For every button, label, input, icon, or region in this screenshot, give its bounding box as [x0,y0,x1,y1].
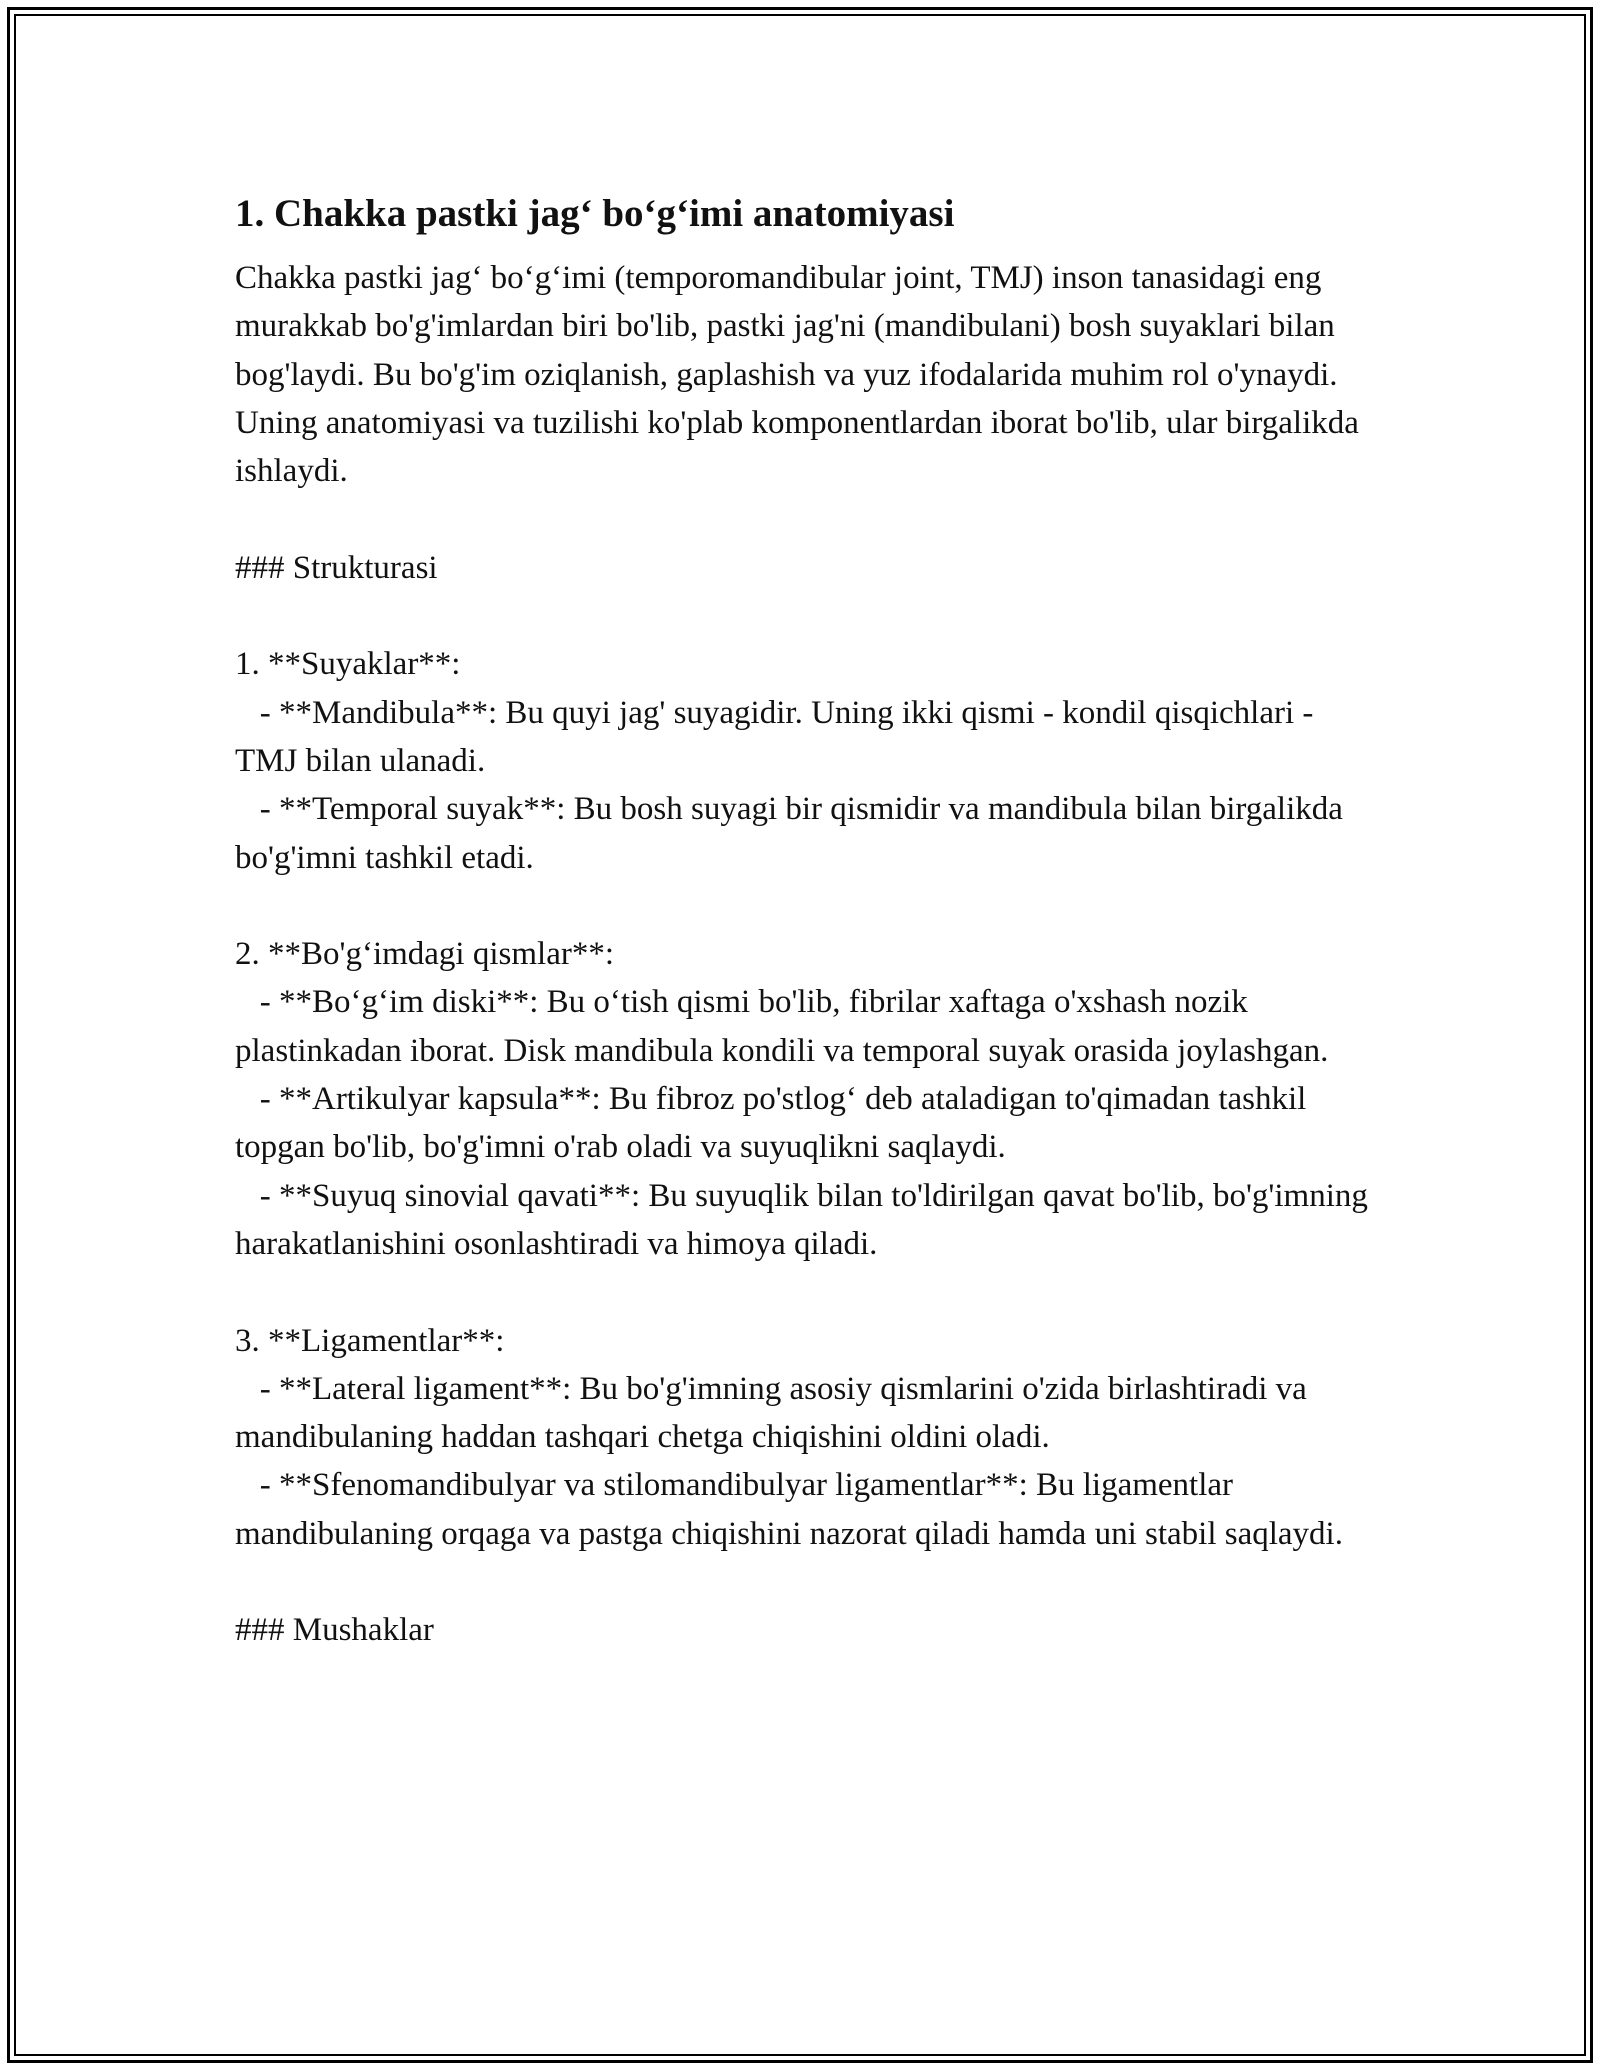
section-ligaments [235,1317,1375,1558]
intro-paragraph: Chakka pastki jag‘ bo‘g‘imi (temporomandibular joint, TMJ) inson tanasidagi eng murakkab bo'g'imlardan biri bo'lib, pastki jag'ni (mandibulani) bosh suyaklari bilan bog'laydi. Bu bo'g'im oziqlanish, gaplashish va yuz ifodalarida muhim rol o'ynaydi. Uning anatomiyasi va tuzilishi ko'plab komponentlardan iborat bo'lib, ular birgalikda ishlaydi. [235,260,1368,490]
subheading-muscles: ### Mushaklar [235,1612,434,1649]
list-item: - **Artikulyar kapsula**: Bu fibroz po'stlog‘ deb ataladigan to'qimadan tashkil topgan bo'lib, bo'g'imni o'rab oladi va suyuqlikni saqlaydi. [235,1081,1315,1166]
spacer [235,592,1375,640]
section-title: 1. **Suyaklar**: [235,646,461,683]
list-item: - **Suyuq sinovial qavati**: Bu suyuqlik bilan to'ldirilgan qavat bo'lib, bo'g'imning harakatlanishini osonlashtiradi va himoya qiladi. [235,1177,1377,1262]
spacer [235,495,1375,543]
section-title: 3. **Ligamentlar**: [235,1322,505,1359]
subheading-structure: ### Strukturasi [235,549,438,586]
document-title: 1. Chakka pastki jag‘ bo‘g‘imi anatomiyasi [235,192,955,235]
list-item: - **Sfenomandibulyar va stilomandibulyar ligamentlar**: Bu ligamentlar mandibulaning orqaga va pastga chiqishini nazorat qiladi hamda uni stabil saqlaydi. [235,1467,1343,1552]
spacer [235,882,1375,930]
list-item: - **Temporal suyak**: Bu bosh suyagi bir qismidir va mandibula bilan birgalikda bo'g'imni tashkil etadi. [235,791,1352,876]
list-item: - **Mandibula**: Bu quyi jag' suyagidir. Uning ikki qismi - kondil qisqichlari - TMJ bilan ulanadi. [235,694,1322,779]
list-item: - **Lateral ligament**: Bu bo'g'imning asosiy qismlarini o'zida birlashtiradi va mandibulaning haddan tashqari chetga chiqishini oldini oladi. [235,1370,1316,1456]
list-item: - **Bo‘g‘im diski**: Bu o‘tish qismi bo'lib, fibrilar xaftaga o'xshash nozik plastinkadan iborat. Disk mandibula kondili va temporal suyak orasida joylashgan. [235,984,1329,1069]
spacer [235,1268,1375,1316]
section-joint-parts [235,930,1375,1268]
section-title: 2. **Bo'g‘imdagi qismlar**: [235,936,615,973]
document-body [235,186,1375,1655]
section-bones [235,640,1375,881]
spacer [235,1558,1375,1606]
